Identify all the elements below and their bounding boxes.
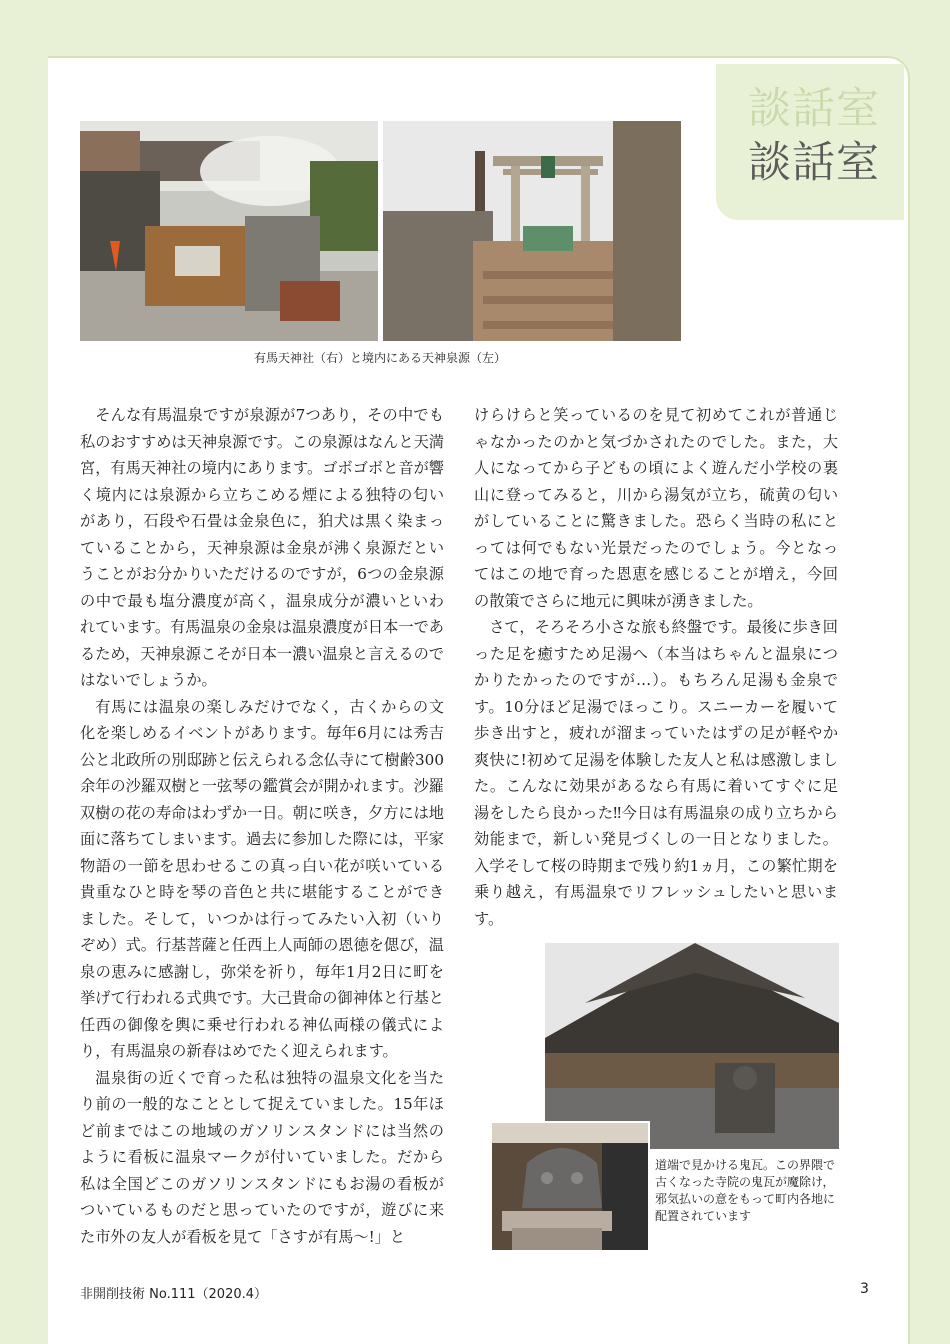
photo-temple-roof (545, 943, 839, 1149)
section-title-ghost: 談話室 (748, 84, 880, 134)
top-photo-caption: 有馬天神社（右）と境内にある天神泉源（左） (253, 351, 506, 365)
top-band (0, 0, 950, 58)
section-title: 談話室 (748, 138, 880, 188)
article-paragraph: 有馬には温泉の楽しみだけでなく，古くからの文化を楽しめるイベントがあります。毎年6月には秀吉公と北政所の別邸跡と伝えられる念仏寺にて樹齢300余年の沙羅双樹と一弦琴の鑑賞会が開かれます。沙羅双樹の花の寿命はわずか一日。朝に咲き，夕方には地面に落ちてしまいます。過去に参加した際には，平家物語の一節を思わせるこの真っ白い花が咲いている貴重なひと時を琴の音色と共に堪能することができました。そして，いつかは行ってみたい入初（いりぞめ）式。行基菩薩と任西上人両師の恩徳を偲び，温泉の恵みに感謝し，弥栄を祈り，毎年1月2日に町を挙げて行われる式典です。大己貴命の御神体と行基と任西の御像を輿に乗せ行われる神仏両様の儀式により，有馬温泉の新春はめでたく迎えられます。 (80, 697, 444, 1060)
article-column-left (80, 402, 444, 1250)
page-number: 3 (860, 1281, 869, 1297)
photo-tenjin-shrine (383, 121, 681, 341)
article-column-right (474, 402, 838, 932)
article-paragraph: さて，そろそろ小さな旅も終盤です。最後に歩き回った足を癒すため足湯へ（本当はちゃんと温泉につかりたかったのですが…）。もちろん足湯も金泉です。10分ほど足湯でほっこり。スニーカーを履いて歩き出すと，疲れが溜まっていたはずの足が軽やか爽快に!初めて足湯を体験した友人と私は感激しました。こんなに効果があるなら有馬に着いてすぐに足湯をしたら良かった‼今日は有馬温泉の成り立ちから効能まで，新しい発見づくしの一日となりました。入学そして桜の時期まで残り約1ヵ月，この繁忙期を乗り越え，有馬温泉でリフレッシュしたいと思います。 (474, 618, 838, 928)
article-paragraph: 温泉街の近くで育った私は独特の温泉文化を当たり前の一般的なこととして捉えていました。15年ほど前まではこの地域のガソリンスタンドには当然のように看板に温泉マークが付いていました。だから私は全国どこのガソリンスタンドにもお湯の看板がついているものだと思っていたのですが，遊びに来た市外の友人が看板を見て「さすが有馬～!」と (80, 1068, 444, 1246)
photo-tenjin-source (80, 121, 378, 341)
photo-oni-gawara (490, 1121, 650, 1252)
footer-journal-info: 非開削技術 No.111（2020.4） (80, 1287, 268, 1302)
side-photo-caption: 道端で見かける鬼瓦。この界隈で古くなった寺院の鬼瓦が魔除け，邪気払いの意をもって町内各地に配置されています (655, 1158, 836, 1223)
article-paragraph: けらけらと笑っているのを見て初めてこれが普通じゃなかったのかと気づかされたのでした。また，大人になってから子どもの頃によく遊んだ小学校の裏山に登ってみると，川から湯気が立ち，硫黄の匂いがしていることに驚きました。恐らく当時の私にとっては何でもない光景だったのでしょう。今となってはこの地で育った恩恵を感じることが増え，今回の散策でさらに地元に興味が湧きました。 (474, 406, 838, 610)
article-paragraph: そんな有馬温泉ですが泉源が7つあり，その中でも私のおすすめは天神泉源です。この泉源はなんと天満宮，有馬天神社の境内にあります。ゴボゴボと音が響く境内には泉源から立ちこめる煙による独特の匂いがあり，石段や石畳は金泉色に，狛犬は黒く染まっていることから，天神泉源は金泉が沸く泉源だということがお分かりいただけるのですが，6つの金泉源の中で最も塩分濃度が高く，温泉成分が濃いといわれています。有馬温泉の金泉は温泉濃度が日本一であるため，天神泉源こそが日本一濃い温泉と言えるのではないでしょうか。 (80, 406, 444, 689)
